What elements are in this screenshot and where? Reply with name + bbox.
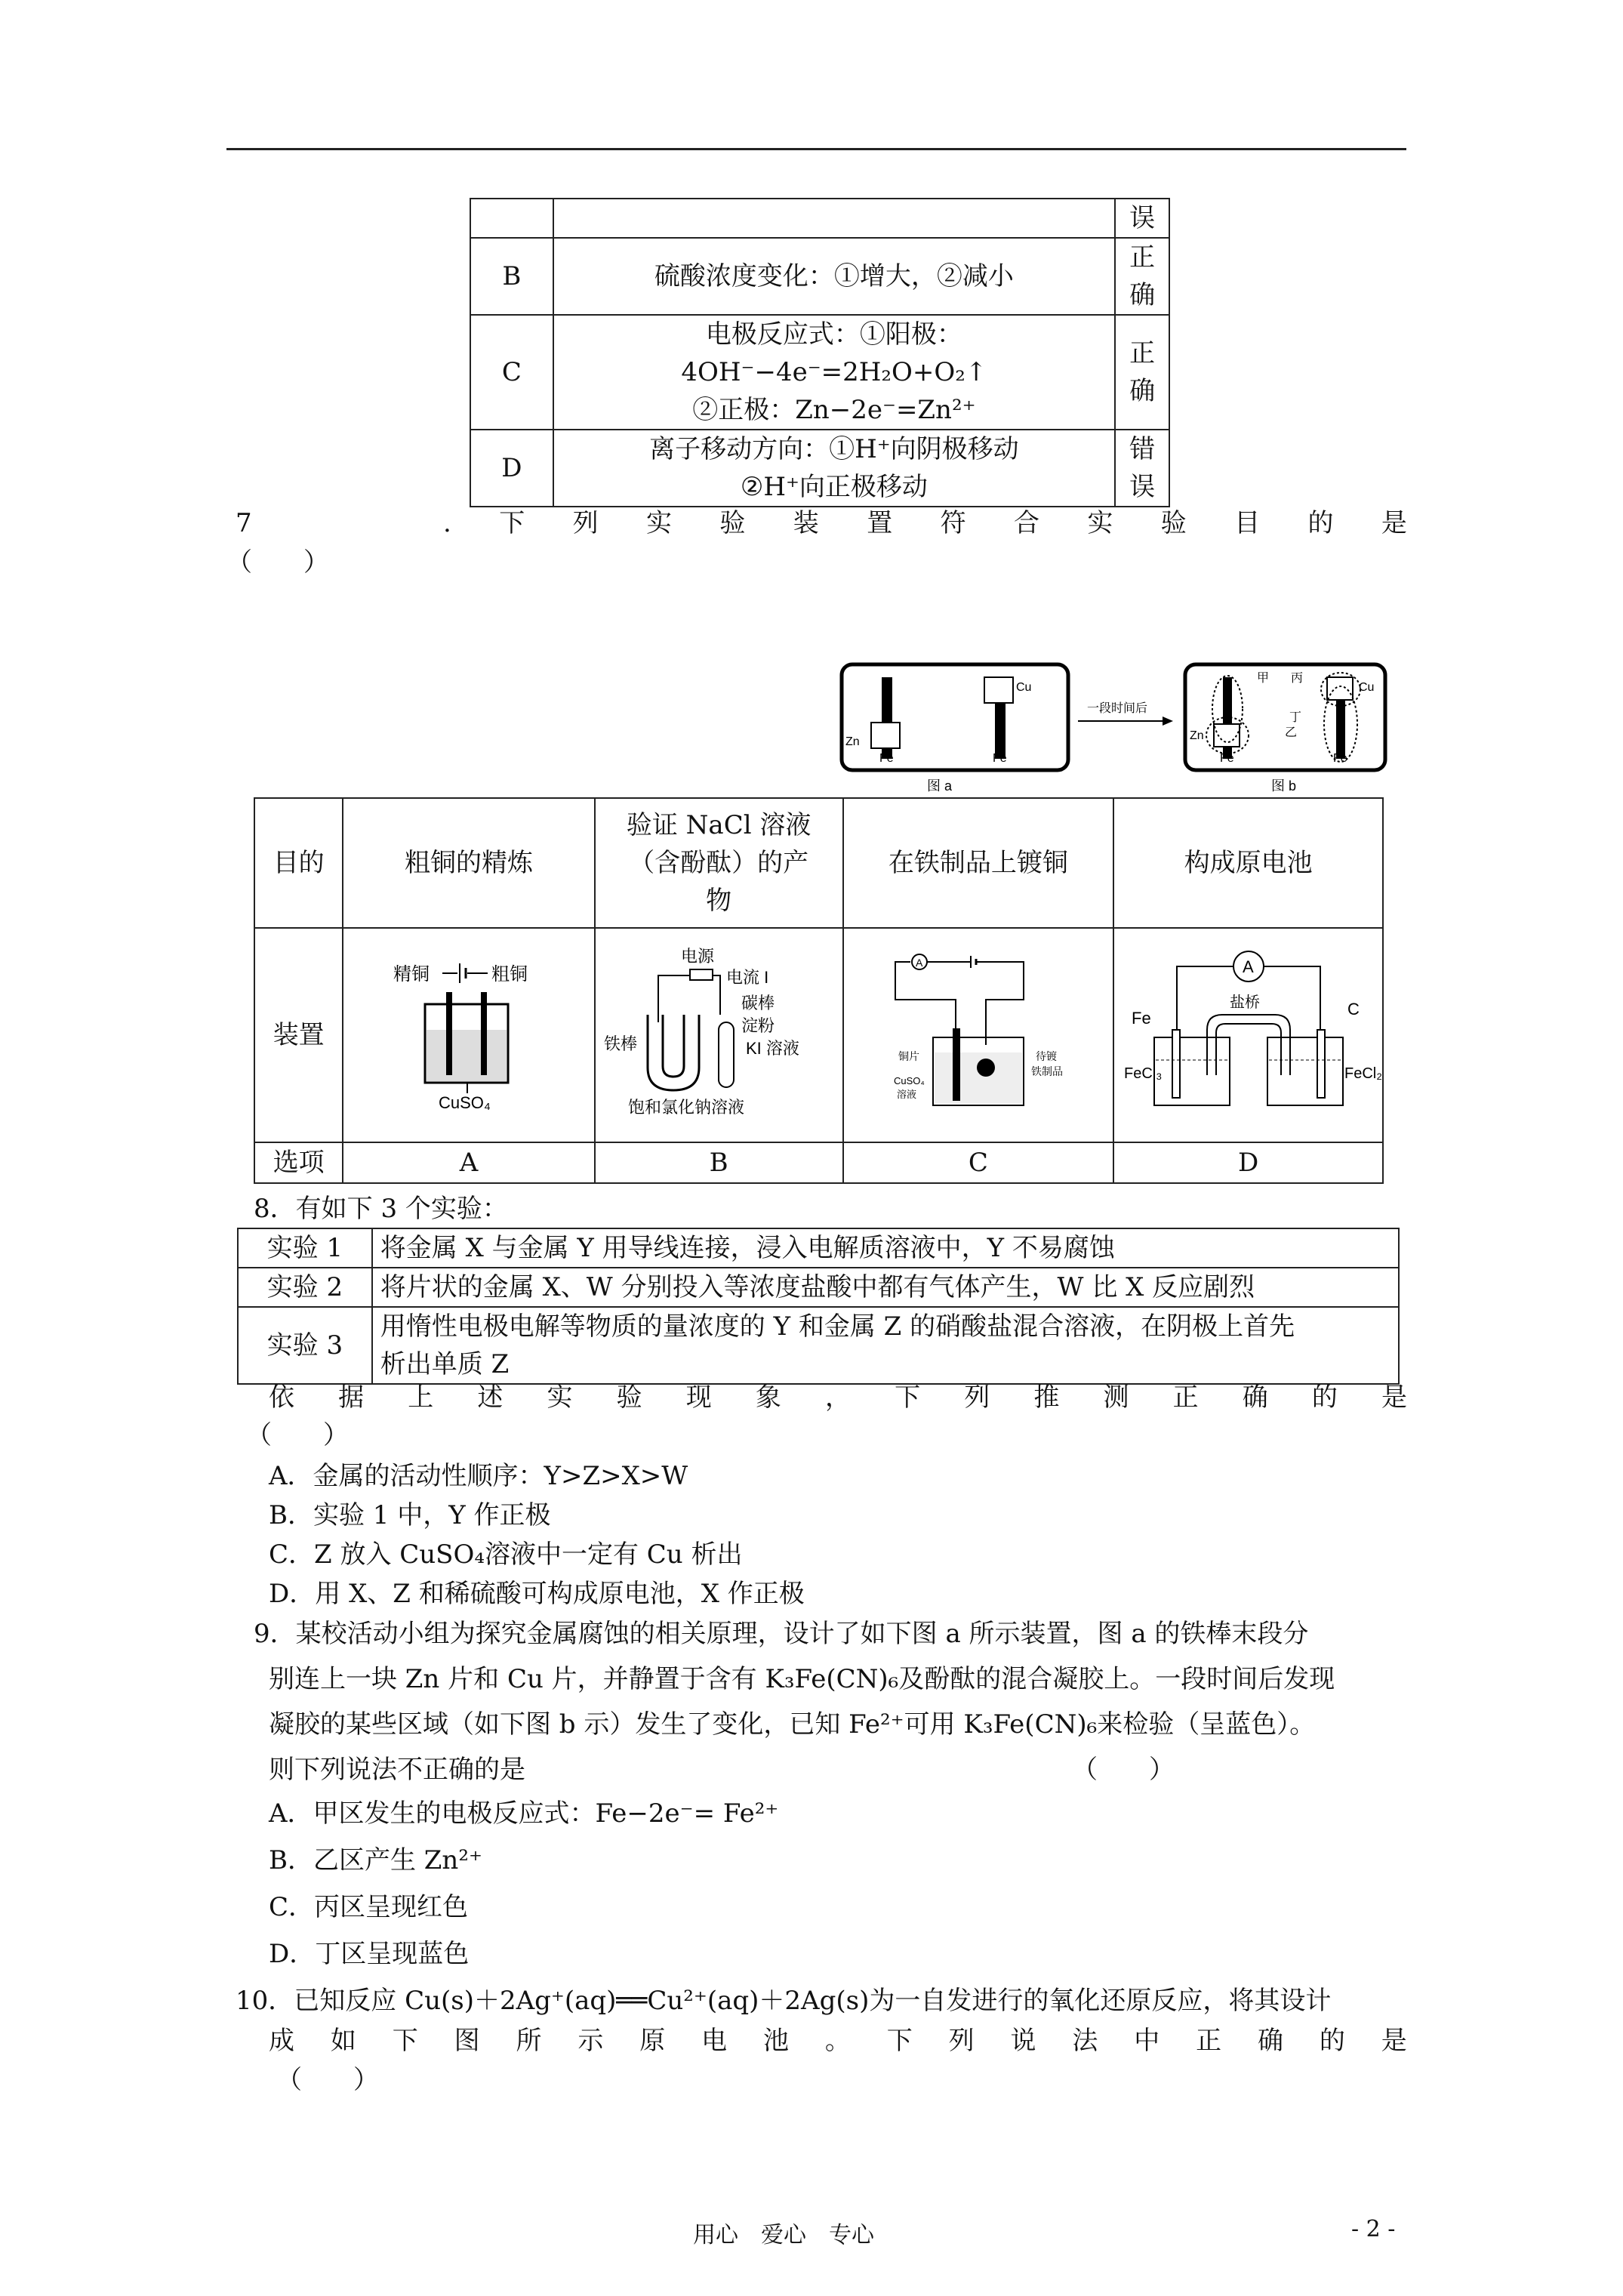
label-plated: 待镀	[1035, 1050, 1057, 1062]
label-fe: Fe	[1220, 752, 1234, 765]
stem-char: 现	[685, 1382, 712, 1413]
stem-char: 。	[824, 2026, 851, 2056]
stem-char: 池	[763, 2026, 789, 2056]
stem-char: 是	[1381, 508, 1407, 538]
beaker-right	[1267, 1037, 1343, 1105]
page-number: - 2 -	[1351, 2216, 1396, 2242]
caption-fig-b: 图 b	[1271, 778, 1297, 794]
zn-plate	[871, 723, 900, 748]
label-fecl2: FeCl₂	[1344, 1065, 1382, 1082]
label-zn: Zn	[1190, 729, 1204, 742]
stem-char: 下	[499, 508, 525, 538]
stem-char: 装	[793, 508, 819, 538]
stem-char: 确	[1258, 2026, 1283, 2056]
cu-plate	[984, 677, 1013, 703]
result-text: 正确	[1129, 338, 1156, 406]
footer-motto: 用心 爱心 专心	[693, 2222, 874, 2248]
stem-char: 7	[236, 508, 252, 538]
stem-char: 实	[547, 1382, 573, 1413]
row-header: 选项	[254, 1142, 343, 1183]
table-cell: C	[470, 315, 553, 430]
label-cu: Cu	[1359, 681, 1375, 694]
table-cell: 误	[1115, 199, 1169, 238]
stem-char: 是	[1381, 1382, 1407, 1413]
label-bing: 丙	[1291, 672, 1304, 685]
table-cell	[553, 315, 1116, 430]
stem-char: 据	[338, 1382, 365, 1413]
experiment-desc: 将片状的金属 X、W 分别投入等浓度盐酸中都有气体产生，W 比 X 反应剧烈	[372, 1268, 1399, 1307]
q9-option-d: D．丁区呈现蓝色	[269, 1939, 470, 1969]
table-row	[470, 238, 1169, 315]
stem-char: 示	[577, 2026, 604, 2056]
cell-line: 用惰性电极电解等物质的量浓度的 Y 和金属 Z 的硝酸盐混合溶液，在阴极上首先	[380, 1311, 1295, 1342]
label-cuso4: CuSO₄	[439, 1093, 491, 1112]
q9-paren: （ ）	[1072, 1755, 1175, 1785]
stem-char: 列	[948, 2026, 975, 2056]
stem-char: 验	[1160, 508, 1187, 538]
table-cell: 硫酸浓度变化：①增大，②减小	[553, 238, 1116, 315]
stem-char: 列	[964, 1382, 990, 1413]
table-row	[238, 1228, 1399, 1268]
label-copper: 铜片	[898, 1050, 919, 1062]
stem-char: 正	[1172, 1382, 1199, 1413]
table-cell	[1115, 315, 1169, 430]
label-jia: 甲	[1257, 672, 1270, 685]
device-c-diagram	[865, 939, 1092, 1120]
stem-char: ，	[825, 1382, 851, 1413]
experiment-desc	[372, 1307, 1399, 1384]
label-crude-copper: 粗铜	[491, 964, 528, 985]
q10-paren: （ ）	[276, 2065, 379, 2095]
table-cell	[1115, 238, 1169, 315]
table-cell	[1115, 430, 1169, 507]
device-a-diagram	[378, 947, 559, 1113]
label-iron: 铁棒	[604, 1034, 638, 1053]
q9-line: 凝胶的某些区域（如下图 b 示）发生了变化，已知 Fe²⁺可用 K₃Fe(CN)₆来检验（呈蓝色）。	[269, 1709, 1316, 1740]
label-cuso4: CuSO₄	[893, 1075, 925, 1086]
label-c: C	[1347, 1000, 1360, 1019]
arrow-head-icon	[1163, 717, 1173, 726]
stem-char: 成	[269, 2026, 294, 2056]
stem-char: 置	[867, 508, 893, 538]
q10-line: 10．已知反应 Cu(s)＋2Ag⁺(aq)══Cu²⁺(aq)＋2Ag(s)为一自发进行的氧化还原反应，将其设计	[236, 1986, 1332, 2016]
purpose-cell: 构成原电池	[1113, 798, 1383, 928]
device-cell	[843, 928, 1114, 1142]
stem-char: 依	[269, 1382, 294, 1413]
table-row	[238, 1268, 1399, 1307]
option-cell: B	[595, 1142, 843, 1183]
option-cell: C	[843, 1142, 1114, 1183]
table-row	[254, 1142, 1383, 1183]
option-cell: A	[343, 1142, 594, 1183]
electrode	[446, 992, 452, 1075]
label-power: 电源	[681, 947, 715, 966]
label-fe: Fe	[1333, 752, 1347, 765]
cell-line: 电极反应式：①阳极：4OH⁻−4e⁻=2H₂O+O₂↑	[681, 319, 987, 387]
stem-char: 下	[886, 2026, 913, 2056]
result-text: 正确	[1129, 242, 1156, 310]
stem-char: 下	[895, 1382, 921, 1413]
stem-char: 说	[1010, 2026, 1036, 2056]
result-text: 错误	[1129, 434, 1156, 502]
stem-char: 符	[940, 508, 966, 538]
table-row	[254, 928, 1383, 1142]
solution	[427, 1030, 507, 1081]
figure-b-frame	[1185, 664, 1385, 770]
q9-option-a: A．甲区发生的电极反应式：Fe−2e⁻= Fe²⁺	[269, 1798, 779, 1829]
stem-char: 合	[1013, 508, 1039, 538]
stem-char: 测	[1103, 1382, 1129, 1413]
device-cell	[1113, 928, 1383, 1142]
q7-stem	[236, 504, 1407, 542]
stem-char: .	[443, 508, 451, 538]
label-starch: 淀粉	[741, 1016, 775, 1035]
purpose-cell: 在铁制品上镀铜	[843, 798, 1114, 928]
q6-table	[470, 198, 1170, 507]
header-rule	[226, 148, 1406, 150]
cu-plate	[1327, 677, 1353, 700]
label-fecl3: FeCl₃	[1123, 1065, 1162, 1082]
ammeter-letter: A	[915, 957, 923, 969]
stem-char: 下	[392, 2026, 418, 2056]
q9-line: 则下列说法不正确的是	[269, 1755, 525, 1785]
stem-char: 如	[330, 2026, 356, 2056]
device-cell	[595, 928, 843, 1142]
q8-option-a: A．金属的活动性顺序：Y>Z>X>W	[269, 1461, 688, 1491]
stem-char: 中	[1134, 2026, 1160, 2056]
table-cell	[553, 430, 1116, 507]
stem-char: 电	[701, 2026, 728, 2056]
device-cell	[343, 928, 594, 1142]
figure-a-frame	[842, 664, 1068, 770]
stem-char: 验	[616, 1382, 642, 1413]
label-salt-bridge: 盐桥	[1229, 994, 1260, 1011]
device-d-diagram	[1123, 939, 1382, 1120]
stem-char: 图	[454, 2026, 480, 2056]
label-yi: 乙	[1285, 726, 1298, 739]
stem-char: 的	[1307, 508, 1334, 538]
stem-char: 述	[477, 1382, 504, 1413]
copper-plate	[953, 1028, 960, 1101]
iron-item	[977, 1059, 995, 1077]
cell-line: 离子移动方向：①H⁺向阴极移动	[649, 434, 1019, 464]
purpose-cell: 粗铜的精炼	[343, 798, 594, 928]
label-fe: Fe	[879, 752, 894, 765]
side-tube	[719, 1022, 734, 1087]
table-row	[238, 1307, 1399, 1384]
row-header: 装置	[254, 928, 343, 1142]
stem-char: 确	[1242, 1382, 1268, 1413]
ammeter-letter: A	[1242, 957, 1254, 976]
label-fe: Fe	[1131, 1009, 1151, 1028]
q8-option-c: C．Z 放入 CuSO₄溶液中一定有 Cu 析出	[269, 1539, 743, 1570]
q8-stem	[269, 1379, 1407, 1416]
stem-char: 正	[1196, 2026, 1222, 2056]
table-cell	[470, 199, 553, 238]
solution	[935, 1052, 1022, 1104]
c-electrode	[1317, 1030, 1325, 1098]
stem-char: 原	[639, 2026, 666, 2056]
power-box	[690, 969, 713, 980]
label-current: 电流 I	[726, 968, 769, 987]
q8-title: 8．有如下 3 个实验：	[254, 1194, 508, 1224]
fe-electrode	[1172, 1030, 1180, 1098]
stem-char: 法	[1072, 2026, 1098, 2056]
label-ki: KI 溶液	[746, 1039, 800, 1058]
wire	[658, 975, 720, 1022]
stem-char: 目	[1234, 508, 1261, 538]
label-zn: Zn	[845, 735, 860, 748]
q7-table	[254, 797, 1384, 1184]
stem-char: 的	[1311, 1382, 1338, 1413]
label-ding: 丁	[1289, 711, 1302, 724]
experiment-name: 实验 1	[238, 1228, 372, 1268]
table-cell	[553, 199, 1116, 238]
stem-char: 所	[516, 2026, 542, 2056]
corrosion-figure	[838, 661, 1412, 797]
stem-char: 验	[719, 508, 746, 538]
q8-option-d: D．用 X、Z 和稀硫酸可构成原电池，X 作正极	[269, 1579, 805, 1609]
label-cu: Cu	[1016, 681, 1032, 694]
experiment-name: 实验 3	[238, 1307, 372, 1384]
u-tube	[648, 1015, 699, 1090]
q10-line	[269, 2022, 1407, 2060]
stem-char: 实	[1087, 508, 1113, 538]
stem-char: 推	[1033, 1382, 1060, 1413]
caption-fig-a: 图 a	[927, 778, 953, 794]
stem-char: 上	[408, 1382, 434, 1413]
q7-paren: （ ）	[226, 547, 329, 578]
option-cell: D	[1113, 1142, 1383, 1183]
salt-bridge	[1207, 1015, 1290, 1075]
experiment-name: 实验 2	[238, 1268, 372, 1307]
beaker-left	[1154, 1037, 1230, 1105]
cell-line: ②H⁺向正极移动	[740, 472, 928, 502]
electrode	[481, 992, 487, 1075]
label-iron-item: 铁制品	[1030, 1065, 1063, 1077]
purpose-cell: 验证 NaCl 溶液（含酚酞）的产物	[595, 798, 843, 928]
cell-line: ②正极：Zn−2e⁻=Zn²⁺	[692, 395, 976, 425]
table-row	[470, 315, 1169, 430]
q8-table	[237, 1228, 1400, 1385]
experiment-desc: 将金属 X 与金属 Y 用导线连接，浸入电解质溶液中，Y 不易腐蚀	[372, 1228, 1399, 1268]
stem-char: 的	[1319, 2026, 1345, 2056]
table-row	[254, 798, 1383, 928]
q9-line: 别连上一块 Zn 片和 Cu 片，并静置于含有 K₃Fe(CN)₆及酚酞的混合凝胶上。一段时间后发现	[269, 1664, 1335, 1694]
table-row	[470, 199, 1169, 238]
label-solution: 溶液	[896, 1089, 916, 1100]
table-cell: D	[470, 430, 553, 507]
device-b-diagram	[598, 939, 839, 1120]
table-cell: B	[470, 238, 553, 315]
stem-char: 列	[572, 508, 599, 538]
stem-char: 是	[1381, 2026, 1407, 2056]
cell-line: 析出单质 Z	[380, 1349, 510, 1379]
row-header: 目的	[254, 798, 343, 928]
label-carbon: 碳棒	[741, 994, 775, 1012]
table-row	[470, 430, 1169, 507]
q9-line: 9．某校活动小组为探究金属腐蚀的相关原理，设计了如下图 a 所示装置，图 a 的铁棒末段分	[254, 1619, 1309, 1649]
label-nacl: 饱和氯化钠溶液	[628, 1098, 745, 1117]
label-fe: Fe	[993, 752, 1007, 765]
q8-option-b: B．实验 1 中，Y 作正极	[269, 1500, 551, 1530]
stem-char: 实	[646, 508, 673, 538]
q8-paren: （ ）	[246, 1420, 349, 1450]
q9-option-c: C．丙区呈现红色	[269, 1892, 469, 1922]
arrow-label: 一段时间后	[1087, 702, 1148, 715]
stem-char: 象	[755, 1382, 781, 1413]
q9-option-b: B．乙区产生 Zn²⁺	[269, 1845, 482, 1875]
label-pure-copper: 精铜	[393, 964, 430, 985]
